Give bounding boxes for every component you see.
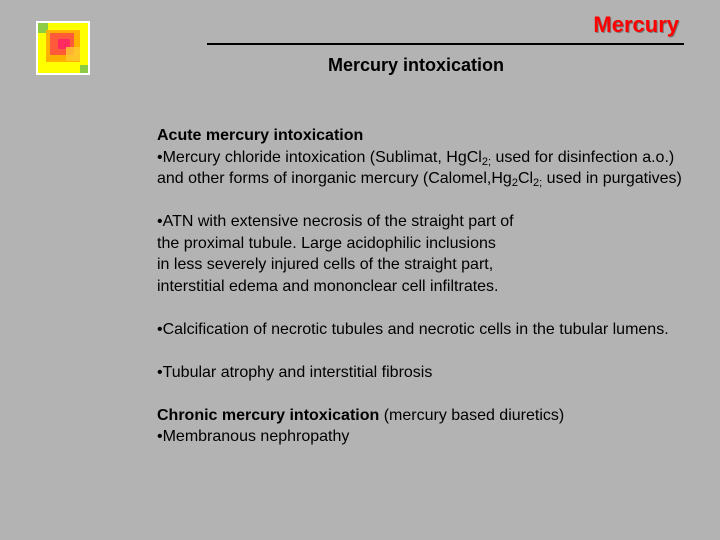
mercury-logo-icon (36, 21, 90, 75)
page-title: Mercury (593, 12, 679, 37)
slide-subtitle: Mercury intoxication (327, 55, 505, 75)
bullet-mercury-chloride: •Mercury chloride intoxication (Sublimat, HgCl$_{2;}$ used for disinfection a.o.) and other forms of inorganic mercury ($Calomel,Hg_2Cl_{2;}$ used in purgatives) (157, 148, 682, 189)
bullet-atn: •ATN with extensive necrosis of the straight part of the proximal tubule. Large acidophilic inclusions in less severely injured cells of the straight part, interstitial edema and mononclear cell infiltrates. (157, 213, 514, 295)
chronic-heading: Chronic mercury intoxication (157, 406, 380, 424)
bullet-atrophy: •Tubular atrophy and interstitial fibrosis (157, 363, 433, 381)
bullet-calcification: •Calcification of necrotic tubules and necrotic cells in the tubular lumens. (157, 320, 669, 338)
acute-heading: Acute mercury intoxication (157, 127, 364, 144)
bullet-membranous: •Membranous nephropathy (157, 428, 350, 445)
title-divider (207, 43, 684, 45)
slide-body (157, 125, 702, 448)
chronic-line: Chronic mercury intoxication (mercury based diuretics) (157, 406, 565, 424)
